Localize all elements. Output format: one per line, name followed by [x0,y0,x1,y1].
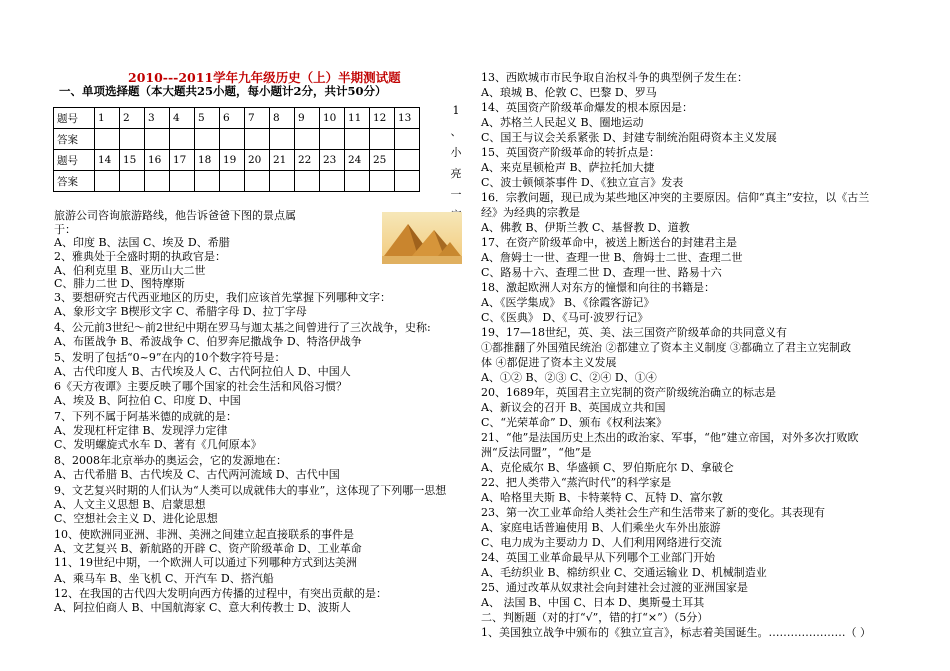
table-cell: 题号 [54,150,95,171]
question-line: 10、使欧洲同亚洲、非洲、美洲之间建立起直接联系的事件是 [54,528,354,541]
question-line: 1、美国独立战争中颁布的《独立宣言》，标志着美国诞生。…………………（ ） [481,626,871,639]
answer-cell[interactable] [270,171,295,192]
question-line: 二、判断题（对的打“√”，错的打“×”）（5分） [481,611,709,624]
table-cell: 24 [345,150,370,171]
question-line: 14、英国资产阶级革命爆发的根本原因是： [481,101,693,114]
question-line: A、新议会的召开 B、英国成立共和国 [481,401,666,414]
question-line: 旅游公司咨询旅游路线，他告诉爸爸下图的景点属 [54,209,296,222]
question-line: 21、“他”是法国历史上杰出的政治家、军事，“他”建立帝国，对外多次打败欧 [481,431,859,444]
table-cell: 7 [245,108,270,129]
table-cell: 13 [395,108,420,129]
question-line: 于： [54,223,76,236]
question-line: C、《医典》 D、《马可·波罗行记》 [481,311,649,324]
table-cell: 2 [120,108,145,129]
answer-cell[interactable] [120,171,145,192]
table-cell: 10 [320,108,345,129]
table-cell: 5 [195,108,220,129]
vertical-char: 小 [450,146,462,159]
question-line: C、电力成为主要动力 D、人们利用网络进行交流 [481,536,722,549]
answer-cell[interactable] [95,171,120,192]
table-row [54,108,420,129]
question-line: A、印度 B、法国 C、埃及 D、希腊 [54,236,230,249]
question-line: A、人文主义思想 B、启蒙思想 [54,498,206,511]
question-line: 17、在资产阶级革命中，被送上断送台的封建君主是 [481,236,737,249]
answer-cell [395,171,420,192]
question-line: 15、英国资产阶级革命的转折点是： [481,146,660,159]
question-line: 25、通过改革从奴隶社会向封建社会过渡的亚洲国家是 [481,581,748,594]
answer-cell[interactable] [295,129,320,150]
table-cell: 17 [170,150,195,171]
table-row [54,129,420,150]
question-line: C、路易十六、查理二世 D、查理一世、路易十六 [481,266,722,279]
question-line: A、苏格兰人民起义 B、圈地运动 [481,116,644,129]
question-line: A、琅城 B、伦敦 C、巴黎 D、罗马 [481,86,657,99]
question-line: C、“光荣革命” D、颁布《权利法案》 [481,416,667,429]
question-line: A、埃及 B、阿拉伯 C、印度 D、中国 [54,394,241,407]
table-cell: 6 [220,108,245,129]
question-line: C、空想社会主义 D、进化论思想 [54,512,218,525]
table-cell: 18 [195,150,220,171]
question-line: 13、西欧城市市民争取自治权斗争的典型例子发生在： [481,71,748,84]
question-line: A、①② B、②③ C、②④ D、①④ [481,371,657,384]
question-line: A、哈格里夫斯 B、卡特莱特 C、瓦特 D、富尔敦 [481,491,723,504]
table-cell: 22 [295,150,320,171]
question-line: A、乘马车 B、坐飞机 C、开汽车 D、搭汽船 [54,572,274,585]
question-line: A、克伦威尔 B、华盛顿 C、罗伯斯庇尔 D、拿破仑 [481,461,734,474]
question-line: A、 法国 B、中国 C、日本 D、奥斯曼土耳其 [481,596,705,609]
table-cell: 3 [145,108,170,129]
table-cell: 1 [95,108,120,129]
pyramids-image [382,212,462,264]
question-line: A、《医学集成》 B、《徐霞客游记》 [481,296,655,309]
table-cell: 21 [270,150,295,171]
table-cell: 4 [170,108,195,129]
table-cell: 12 [370,108,395,129]
vertical-char: 亮 [450,167,462,180]
question-line: 3、要想研究古代西亚地区的历史，我们应该首先掌握下列哪种文字： [54,291,391,304]
question-line: 18、激起欧洲人对东方的憧憬和向往的书籍是： [481,281,715,294]
question-line: 12、在我国的古代四大发明向西方传播的过程中，有突出贡献的是： [54,587,387,600]
table-cell: 11 [345,108,370,129]
answer-cell[interactable] [95,129,120,150]
answer-cell[interactable] [145,129,170,150]
question-line: 24、英国工业革命最早从下列哪个工业部门开始 [481,551,715,564]
question-line: 体 ④都促进了资本主义发展 [481,356,617,369]
answer-cell[interactable] [345,171,370,192]
table-cell: 8 [270,108,295,129]
table-cell: 15 [120,150,145,171]
question-line: A、发现杠杆定律 B、发现浮力定律 [54,424,228,437]
answer-cell[interactable] [220,129,245,150]
question-line: 16．宗教问题，现已成为某些地区冲突的主要原因。信仰“真主”安拉，以《古兰 [481,191,870,204]
question-line: A、詹姆士一世、查理一世 B、詹姆士二世、查理二世 [481,251,743,264]
answer-cell[interactable] [320,171,345,192]
table-cell: 14 [95,150,120,171]
answer-cell[interactable] [170,129,195,150]
question-line: 经》为经典的宗教是 [481,206,580,219]
answer-cell[interactable] [370,129,395,150]
answer-cell[interactable] [195,171,220,192]
question-line: C、腓力二世 D、图特摩斯 [54,277,185,290]
question-line: C、发明螺旋式水车 D、著有《几何原本》 [54,438,262,451]
question-line: 8、2008年北京举办的奥运会，它的发源地在： [54,454,287,467]
question-line: 5、发明了包括“0~9”在内的10个数字符号是： [54,351,286,364]
question-line: A、来克星顿枪声 B、萨拉托加大捷 [481,161,655,174]
table-cell: 答案 [54,171,95,192]
answer-cell[interactable] [145,171,170,192]
question-line: 6《天方夜谭》主要反映了哪个国家的社会生活和风俗习惯？ [54,380,347,393]
question-line: 20、1689年，英国君主立宪制的资产阶级统治确立的标志是 [481,386,776,399]
question-line: A、古代印度人 B、古代埃及人 C、古代阿拉伯人 D、中国人 [54,365,351,378]
answer-cell[interactable] [345,129,370,150]
table-cell: 答案 [54,129,95,150]
table-row [54,150,420,171]
question-line: A、古代希腊 B、古代埃及 C、古代两河流域 D、古代中国 [54,468,340,481]
table-cell: 23 [320,150,345,171]
question-line: 2、雅典处于全盛时期的执政官是： [54,250,226,263]
question-line: A、象形文字 B楔形文字 C、希腊字母 D、拉丁字母 [54,305,307,318]
question-line: 洲“反法同盟”，“他”是 [481,446,592,459]
question-line: A、伯利克里 B、亚历山大二世 [54,264,206,277]
answer-cell[interactable] [245,129,270,150]
answer-cell[interactable] [195,129,220,150]
vertical-char: 1 [452,104,460,117]
question-line: A、家庭电话普遍使用 B、人们乘坐火车外出旅游 [481,521,721,534]
question-line: C、波士顿倾茶事件 D、《独立宣言》发表 [481,176,684,189]
question-line: A、阿拉伯商人 B、中国航海家 C、意大利传教士 D、波斯人 [54,601,351,614]
vertical-char: 、 [450,125,462,138]
answer-table [53,107,420,192]
question-line: 22、把人类带入“蒸汽时代”的科学家是 [481,476,672,489]
question-line: 19、17—18世纪，英、美、法三国资产阶级革命的共同意义有 [481,326,787,339]
question-line: 23、第一次工业革命给人类社会生产和生活带来了新的变化。其表现有 [481,506,825,519]
question-line: A、布匿战争 B、希波战争 C、伯罗奔尼撒战争 D、特洛伊战争 [54,335,362,348]
answer-cell[interactable] [120,129,145,150]
question-line: C、国王与议会关系紧张 D、封建专制统治阻碍资本主义发展 [481,131,777,144]
answer-cell[interactable] [170,171,195,192]
answer-cell[interactable] [270,129,295,150]
answer-cell[interactable] [245,171,270,192]
section-heading: 一、单项选择题（本大题共25小题，每小题计2分，共计50分） [59,84,387,98]
table-cell [395,150,420,171]
table-cell: 9 [295,108,320,129]
question-line: A、佛教 B、伊斯兰教 C、基督教 D、道教 [481,221,690,234]
question-line: ①都推翻了外国殖民统治 ②都建立了资本主义制度 ③都确立了君主立宪制政 [481,341,851,354]
question-line: A、毛纺织业 B、棉纺织业 C、交通运输业 D、机械制造业 [481,566,767,579]
question-line: 9、文艺复兴时期的人们认为“人类可以成就伟大的事业”，这体现了下列哪一思想 [54,484,447,497]
page-title: 2010---2011学年九年级历史（上）半期测试题 [128,70,401,85]
answer-cell[interactable] [370,171,395,192]
question-line: 7、下列不属于阿基米德的成就的是： [54,410,237,423]
answer-cell[interactable] [320,129,345,150]
question-line: 11、19世纪中期，一个欧洲人可以通过下列哪种方式到达美洲 [54,556,357,569]
table-cell: 19 [220,150,245,171]
answer-cell[interactable] [395,129,420,150]
table-cell: 25 [370,150,395,171]
table-cell: 20 [245,150,270,171]
vertical-char: 一 [450,188,462,201]
table-row [54,171,420,192]
question-line: 4、公元前3世纪～前2世纪中期在罗马与迦太基之间曾进行了三次战争，史称: [54,321,431,334]
answer-cell[interactable] [295,171,320,192]
answer-cell[interactable] [220,171,245,192]
question-line: A、文艺复兴 B、新航路的开辟 C、资产阶级革命 D、工业革命 [54,542,362,555]
table-cell: 16 [145,150,170,171]
table-cell: 题号 [54,108,95,129]
